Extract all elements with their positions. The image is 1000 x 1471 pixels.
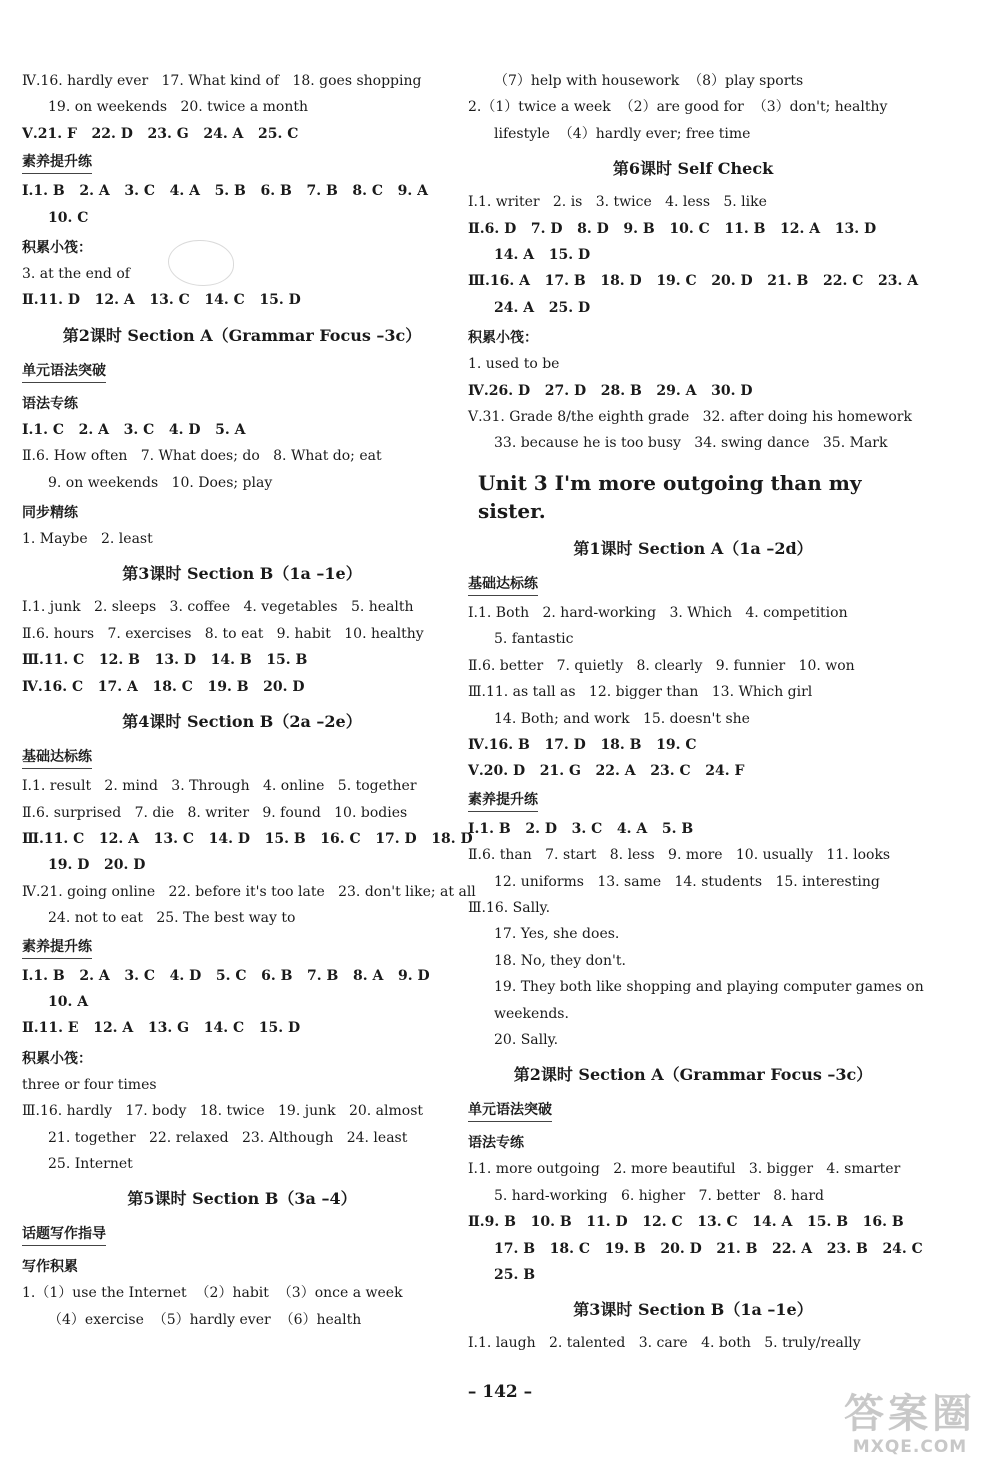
- answer-line: 24. A 25. D: [494, 299, 591, 316]
- answer-line: 19. They both like shopping and playing computer games on: [494, 979, 924, 996]
- heading-wrap: [22, 235, 462, 261]
- lesson-title: 第2课时 Section A（Grammar Focus –3c）: [62, 325, 422, 345]
- heading-wrap: [22, 742, 462, 773]
- answer-line: Ⅳ.16. hardly ever 17. What kind of 18. goes shopping: [22, 73, 422, 89]
- watermark-logo: [844, 1391, 976, 1457]
- answer-line: 19. D 20. D: [48, 857, 146, 874]
- answer-line: Ⅴ.31. Grade 8/the eighth grade 32. after doing his homework: [468, 409, 912, 426]
- heading-wrap: [22, 391, 462, 417]
- answer-line: weekends.: [494, 1005, 569, 1022]
- answer-line: 5. fantastic: [494, 631, 574, 648]
- answer-line: Ⅰ.1. writer 2. is 3. twice 4. less 5. like: [468, 194, 767, 211]
- answer-line: Ⅰ.1. junk 2. sleeps 3. coffee 4. vegetables 5. health: [22, 599, 414, 616]
- answer-line: 10. C: [48, 209, 89, 226]
- answer-line: Ⅰ.1. result 2. mind 3. Through 4. online 5. together: [22, 778, 417, 795]
- section-heading: 写作积累: [22, 1259, 78, 1276]
- answer-line: Ⅱ.11. D 12. A 13. C 14. C 15. D: [22, 292, 301, 309]
- answer-line: Ⅰ.1. B 2. D 3. C 4. A 5. B: [468, 820, 694, 837]
- answer-line: Ⅱ.6. than 7. start 8. less 9. more 10. usually 11. looks: [468, 847, 891, 864]
- watermark-text: 答案圈: [844, 1391, 976, 1437]
- answer-line: Ⅱ.6. surprised 7. die 8. writer 9. found 10. bodies: [22, 804, 408, 821]
- answer-line: Ⅴ.20. D 21. G 22. A 23. C 24. F: [468, 763, 745, 780]
- section-heading: 基础达标练: [468, 573, 538, 596]
- answer-line: Ⅳ.21. going online 22. before it's too late 23. don't like; at all: [22, 883, 476, 900]
- lesson-title: 第1课时 Section A（1a –2d）: [573, 538, 813, 558]
- section-heading: 话题写作指导: [22, 1223, 106, 1246]
- left-column: [22, 68, 476, 1333]
- answer-line: Ⅱ.6. D 7. D 8. D 9. B 10. C 11. B 12. A 13. D: [468, 220, 877, 237]
- section-heading: 积累小筏：: [468, 330, 538, 347]
- answer-line: 14. Both; and work 15. doesn't she: [494, 710, 750, 727]
- answer-line: 17. B 18. C 19. B 20. D 21. B 22. A 23. B 24. C: [494, 1240, 923, 1257]
- section-heading: 语法专练: [468, 1135, 524, 1152]
- section-heading: 积累小筏：: [22, 1050, 92, 1067]
- heading-wrap: [22, 500, 462, 526]
- answer-line: 25. B: [494, 1267, 536, 1283]
- lesson-title: 第4课时 Section B（2a –2e）: [122, 712, 362, 732]
- answer-line: 33. because he is too busy 34. swing dance 35. Mark: [494, 435, 888, 452]
- answer-line: Ⅴ.21. F 22. D 23. G 24. A 25. C: [22, 125, 299, 142]
- section-heading: 单元语法突破: [22, 360, 106, 383]
- answer-line: Ⅲ.11. C 12. B 13. D 14. B 15. B: [22, 652, 308, 669]
- right-column: [468, 68, 924, 1357]
- answer-line: Ⅳ.26. D 27. D 28. B 29. A 30. D: [468, 382, 753, 399]
- answer-line: Ⅱ.6. hours 7. exercises 8. to eat 9. habit 10. healthy: [22, 625, 424, 642]
- answer-line: 2.（1）twice a week （2）are good for （3）don't; healthy: [468, 99, 888, 116]
- heading-wrap: [468, 325, 918, 351]
- answer-line: 20. Sally.: [494, 1031, 559, 1048]
- heading-wrap: [22, 1219, 462, 1250]
- heading-wrap: [468, 569, 918, 600]
- answer-line: 21. together 22. relaxed 23. Although 24. least: [48, 1129, 408, 1146]
- heading-wrap: [22, 1254, 462, 1280]
- answer-line: Ⅱ.9. B 10. B 11. D 12. C 13. C 14. A 15. B 16. B: [468, 1214, 904, 1231]
- heading-wrap: [468, 1095, 918, 1126]
- section-heading: 素养提升练: [22, 151, 92, 174]
- lesson-title: 第2课时 Section A（Grammar Focus –3c）: [513, 1065, 873, 1085]
- answer-line: Ⅲ.16. hardly 17. body 18. twice 19. junk 20. almost: [22, 1103, 424, 1120]
- answer-line: 9. on weekends 10. Does; play: [48, 474, 273, 491]
- lesson-title: 第6课时 Self Check: [612, 159, 774, 179]
- section-heading: 素养提升练: [468, 789, 538, 812]
- stamp-mark: [168, 240, 234, 286]
- answer-line: Ⅰ.1. Both 2. hard-working 3. Which 4. competition: [468, 604, 848, 621]
- answer-line: Ⅲ.16. Sally.: [468, 899, 551, 916]
- answer-line: three or four times: [22, 1076, 157, 1093]
- answer-line: Ⅲ.11. C 12. A 13. C 14. D 15. B 16. C 17. D 18. D: [22, 830, 473, 847]
- answer-line: 18. No, they don't.: [494, 952, 626, 969]
- answer-line: 14. A 15. D: [494, 247, 591, 264]
- answer-line: Ⅲ.11. as tall as 12. bigger than 13. Which girl: [468, 684, 813, 701]
- answer-line: Ⅱ.6. How often 7. What does; do 8. What do; eat: [22, 448, 382, 465]
- answer-line: Ⅰ.1. C 2. A 3. C 4. D 5. A: [22, 421, 246, 438]
- answer-line: lifestyle （4）hardly ever; free time: [494, 125, 751, 142]
- answer-line: 12. uniforms 13. same 14. students 15. interesting: [494, 873, 880, 890]
- section-heading: 单元语法突破: [468, 1099, 552, 1122]
- section-heading: 积累小筏：: [22, 240, 92, 257]
- answer-line: 17. Yes, she does.: [494, 926, 620, 943]
- section-heading: 语法专练: [22, 395, 78, 412]
- answer-line: 10. A: [48, 993, 89, 1010]
- answer-line: Ⅳ.16. B 17. D 18. B 19. C: [468, 736, 697, 753]
- answer-line: 19. on weekends 20. twice a month: [48, 99, 308, 116]
- watermark-url: MXQE.COM: [852, 1437, 968, 1457]
- answer-line: 1.（1）use the Internet （2）habit （3）once a week: [22, 1285, 403, 1302]
- heading-wrap: [22, 1046, 462, 1072]
- section-heading: 同步精练: [22, 505, 78, 522]
- lesson-title: 第5课时 Section B（3a –4）: [127, 1189, 357, 1209]
- lesson-title: 第3课时 Section B（1a –1e）: [573, 1300, 813, 1320]
- heading-wrap: [468, 1130, 918, 1156]
- page-number: – 142 –: [467, 1382, 533, 1402]
- answer-line: 1. used to be: [468, 356, 560, 373]
- answer-line: Ⅳ.16. C 17. A 18. C 19. B 20. D: [22, 678, 305, 695]
- heading-wrap: [22, 356, 462, 387]
- answer-line: Ⅰ.1. B 2. A 3. C 4. A 5. B 6. B 7. B 8. C 9. A: [22, 183, 429, 200]
- answer-line: （7）help with housework （8）play sports: [494, 73, 804, 89]
- heading-wrap: [22, 932, 462, 963]
- unit-title: Unit 3 I'm more outgoing than my sister.: [478, 470, 862, 523]
- answer-line: 24. not to eat 25. The best way to: [48, 910, 296, 927]
- answer-line: 1. Maybe 2. least: [22, 531, 153, 548]
- answer-line: （4）exercise （5）hardly ever （6）health: [48, 1311, 362, 1328]
- answer-line: Ⅲ.16. A 17. B 18. D 19. C 20. D 21. B 22. C 23. A: [468, 273, 919, 290]
- lesson-title: 第3课时 Section B（1a –1e）: [122, 564, 362, 584]
- section-heading: 基础达标练: [22, 746, 92, 769]
- answer-line: Ⅰ.1. B 2. A 3. C 4. D 5. C 6. B 7. B 8. A 9. D: [22, 967, 430, 984]
- answer-line: Ⅱ.6. better 7. quietly 8. clearly 9. funnier 10. won: [468, 657, 855, 674]
- answer-line: Ⅰ.1. laugh 2. talented 3. care 4. both 5. truly/really: [468, 1335, 861, 1352]
- answer-line: 3. at the end of: [22, 266, 130, 283]
- answer-line: Ⅰ.1. more outgoing 2. more beautiful 3. bigger 4. smarter: [468, 1161, 901, 1178]
- heading-wrap: [468, 785, 918, 816]
- answer-line: Ⅱ.11. E 12. A 13. G 14. C 15. D: [22, 1020, 301, 1037]
- section-heading: 素养提升练: [22, 936, 92, 959]
- answer-line: 5. hard-working 6. higher 7. better 8. hard: [494, 1187, 825, 1204]
- answer-line: 25. Internet: [48, 1155, 133, 1172]
- heading-wrap: [22, 147, 462, 178]
